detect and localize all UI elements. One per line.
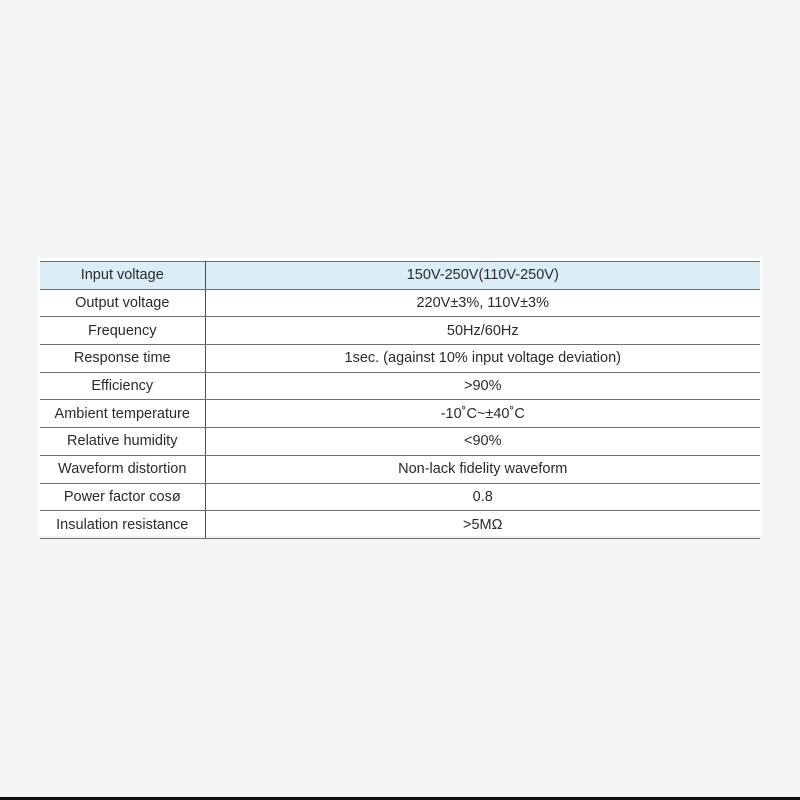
table-row-insulation-resistance <box>40 511 760 539</box>
table-row-ambient-temperature <box>40 400 760 428</box>
row-label: Response time <box>40 345 205 373</box>
row-label: Efficiency <box>40 372 205 400</box>
table-row-frequency <box>40 317 760 345</box>
row-value: 150V-250V(110V-250V) <box>205 262 760 290</box>
table-row-efficiency <box>40 372 760 400</box>
row-label: Input voltage <box>40 262 205 290</box>
row-value: 220V±3%, 110V±3% <box>205 289 760 317</box>
table-row-output-voltage <box>40 289 760 317</box>
row-value: 1sec. (against 10% input voltage deviation) <box>205 345 760 373</box>
table-row-response-time <box>40 345 760 373</box>
row-label: Insulation resistance <box>40 511 205 539</box>
row-label: Ambient temperature <box>40 400 205 428</box>
specification-table <box>40 261 760 539</box>
table-row-waveform-distortion <box>40 455 760 483</box>
row-label: Relative humidity <box>40 428 205 456</box>
row-value: >5MΩ <box>205 511 760 539</box>
row-value: 0.8 <box>205 483 760 511</box>
row-label: Power factor cosø <box>40 483 205 511</box>
table-row-relative-humidity <box>40 428 760 456</box>
row-label: Waveform distortion <box>40 455 205 483</box>
row-label: Output voltage <box>40 289 205 317</box>
row-value: >90% <box>205 372 760 400</box>
row-value: -10˚C~±40˚C <box>205 400 760 428</box>
row-value: Non-lack fidelity waveform <box>205 455 760 483</box>
row-label: Frequency <box>40 317 205 345</box>
table-row-input-voltage <box>40 262 760 290</box>
row-value: <90% <box>205 428 760 456</box>
row-value: 50Hz/60Hz <box>205 317 760 345</box>
spec-sheet <box>38 258 762 536</box>
table-row-power-factor <box>40 483 760 511</box>
